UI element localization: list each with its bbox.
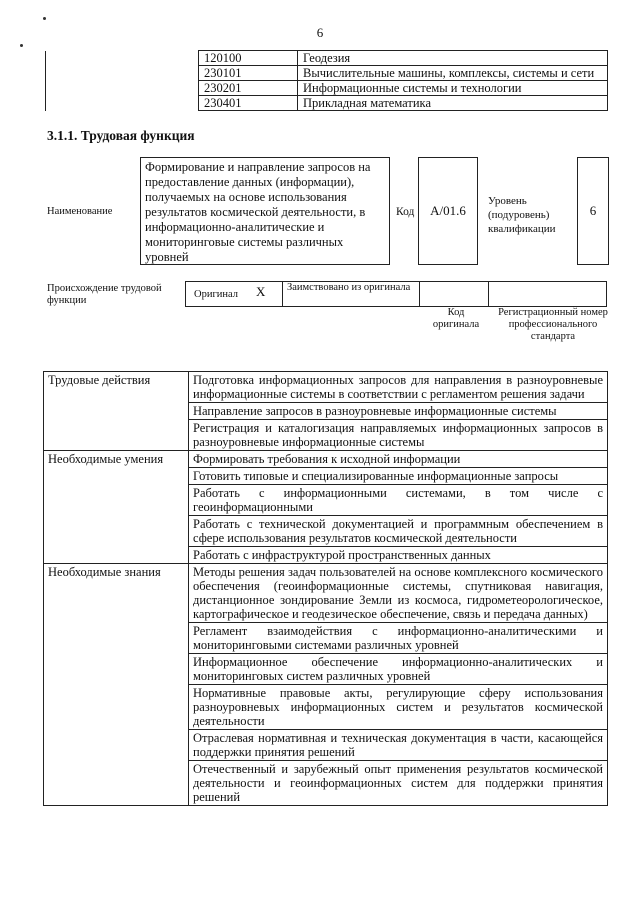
origin-row [185,281,607,307]
page-number: 6 [316,25,324,40]
original-label: Оригинал [194,289,238,300]
qualification-level: 6 [577,157,609,265]
specialty-name: Прикладная математика [298,96,608,111]
item-cell: Регламент взаимодействия с информационно-аналитическими и мониторинговыми системами различных уровней [189,623,608,654]
table-row [44,372,608,403]
scan-speck [20,44,23,47]
category-cell: Трудовые действия [44,372,189,451]
item-cell: Работать с информационными системами, в том числе с геоинформационными [189,485,608,516]
origin-label: Происхождение трудовой функции [47,283,162,306]
code-label: Код [396,206,415,218]
specialty-row [46,81,608,96]
specialty-name: Информационные системы и технологии [298,81,608,96]
level-label: Уровень (подуровень) квалификации [488,195,556,235]
item-cell: Готовить типовые и специализированные информационные запросы [189,468,608,485]
specialty-code: 120100 [199,51,298,66]
item-cell: Работать с инфраструктурой пространственных данных [189,547,608,564]
item-cell: Методы решения задач пользователей на основе комплексного космического обеспечения (геоинформационные системы, спутниковая навигация, дистанционное зондирование Земли из космоса, гидрометеорологическое, картографическое и геодезическое обеспечение, связь и передача данных) [189,564,608,623]
item-cell: Отечественный и зарубежный опыт применения результатов космической деятельности и геоинформационных систем для поддержки принятия решений [189,761,608,806]
item-cell: Информационное обеспечение информационно-аналитических и мониторинговых систем различных уровней [189,654,608,685]
blank-cell [46,81,199,96]
item-cell: Регистрация и каталогизация направляемых информационных запросов в разноуровневые информационные системы [189,420,608,451]
function-code: А/01.6 [418,157,478,265]
specialty-row [46,51,608,66]
name-label: Наименование [47,206,113,217]
category-cell: Необходимые умения [44,451,189,564]
blank-cell [46,66,199,81]
original-mark: X [256,284,266,299]
original-cell [185,281,283,307]
item-cell: Работать с технической документацией и программным обеспечением в сфере использования результатов космической деятельности [189,516,608,547]
table-row [44,564,608,623]
specialty-name: Вычислительные машины, комплексы, системы и сети [298,66,608,81]
specialty-code: 230401 [199,96,298,111]
table-row [44,451,608,468]
original-code-caption: Код оригинала [432,307,480,330]
item-cell: Отраслевая нормативная и техническая документация в части, касающейся поддержки принятия решений [189,730,608,761]
blank-cell [46,96,199,111]
specialty-code: 230101 [199,66,298,81]
specialty-row [46,96,608,111]
labor-function-table [43,371,608,806]
category-cell: Необходимые знания [44,564,189,806]
specialty-row [46,66,608,81]
item-cell: Нормативные правовые акты, регулирующие сферу использования разноуровневых информационных систем и результатов космической деятельности [189,685,608,730]
registration-number-caption: Регистрационный номер профессионального стандарта [498,307,608,342]
specialty-name: Геодезия [298,51,608,66]
section-title: 3.1.1. Трудовая функция [47,128,195,143]
item-cell: Формировать требования к исходной информации [189,451,608,468]
original-code-cell [419,281,489,307]
scan-speck [43,17,46,20]
registration-number-cell [488,281,607,307]
borrowed-cell: Заимствовано из оригинала [282,281,420,307]
function-name: Формирование и направление запросов на предоставление данных (информации), получаемых на основе использования результатов космической деятельности, в информационно-аналитические и мониторинговые системы различных уровней [140,157,390,265]
item-cell: Направление запросов в разноуровневые информационные системы [189,403,608,420]
blank-cell [46,51,199,66]
specialty-code: 230201 [199,81,298,96]
specialties-table [45,50,608,111]
item-cell: Подготовка информационных запросов для направления в разноуровневые информационные системы в соответствии с регламентом решения задачи [189,372,608,403]
